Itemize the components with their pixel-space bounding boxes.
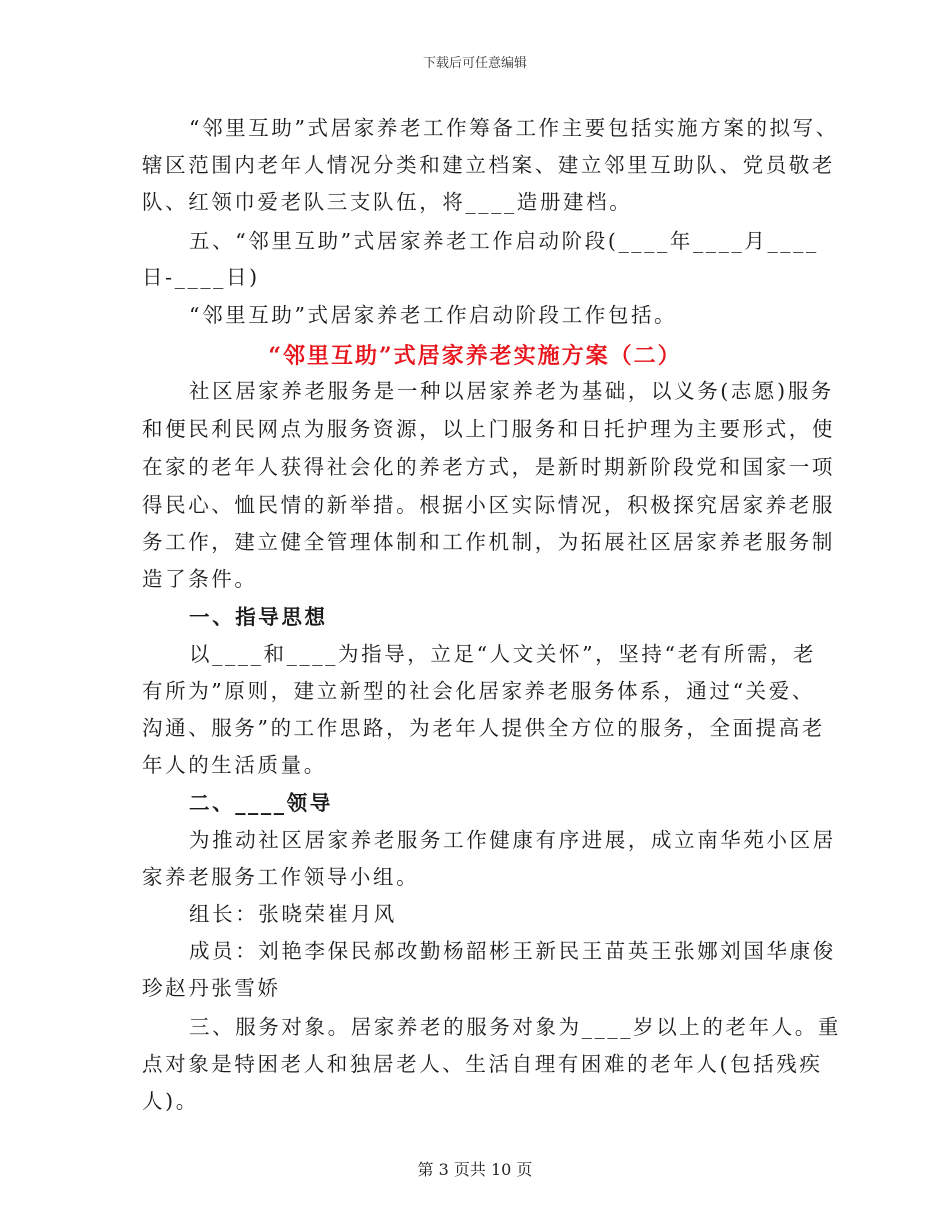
section-heading-three: 三、服务对象。居家养老的服务对象为____岁以上的老年人。重 <box>189 1015 841 1039</box>
paragraph-line: 辖区范围内老年人情况分类和建立档案、建立邻里互助队、党员敬老 <box>142 153 835 177</box>
paragraph-line: 有所为”原则，建立新型的社会化居家养老服务体系，通过“关爱、 <box>142 679 815 703</box>
paragraph-line: 家养老服务工作领导小组。 <box>142 865 420 889</box>
paragraph-line: 队、红领巾爱老队三支队伍，将____造册建档。 <box>142 190 633 214</box>
section-heading-five: 五、“邻里互助”式居家养老工作启动阶段(____年____月____ <box>189 229 819 253</box>
paragraph-line: 得民心、恤民情的新举措。根据小区实际情况，积极探究居家养老服 <box>142 493 835 517</box>
paragraph-line: 造了条件。 <box>142 567 258 591</box>
paragraph-line: 点对象是特困老人和独居老人、生活自理有困难的老年人(包括残疾 <box>142 1052 823 1076</box>
team-members-line: 珍赵丹张雪娇 <box>142 976 281 1000</box>
paragraph-line: 和便民利民网点为服务资源，以上门服务和日托护理为主要形式，使 <box>142 417 835 441</box>
paragraph-line: 人)。 <box>142 1089 199 1113</box>
paragraph-line: “邻里互助”式居家养老工作筹备工作主要包括实施方案的拟写、 <box>189 116 839 140</box>
paragraph-line: 以____和____为指导，立足“人文关怀”，坚持“老有所需，老 <box>189 642 817 666</box>
paragraph-line: 日-____日) <box>142 265 260 289</box>
team-leader-line: 组长：张晓荣崔月风 <box>189 902 397 926</box>
paragraph-line: 为推动社区居家养老服务工作健康有序进展，成立南华苑小区居 <box>189 828 836 852</box>
paragraph-line: 年人的生活质量。 <box>142 753 327 777</box>
paragraph-line: 在家的老年人获得社会化的养老方式，是新时期新阶段党和国家一项 <box>142 455 835 479</box>
paragraph-line: 社区居家养老服务是一种以居家养老为基础，以义务(志愿)服务 <box>189 379 834 403</box>
page-header: 下载后可任意编辑 <box>422 56 527 71</box>
paragraph-line: 沟通、服务”的工作思路，为老年人提供全方位的服务，全面提高老 <box>142 716 825 740</box>
section-heading-two: 二、____领导 <box>189 791 333 815</box>
document-title: “邻里互助”式居家养老实施方案（二） <box>268 343 682 369</box>
section-heading-one: 一、指导思想 <box>189 605 328 629</box>
team-members-line: 成员：刘艳李保民郝改勤杨韶彬王新民王苗英王张娜刘国华康俊 <box>189 939 836 963</box>
paragraph-line: “邻里互助”式居家养老工作启动阶段工作包括。 <box>189 303 678 327</box>
page-footer: 第 3 页共 10 页 <box>417 1160 533 1179</box>
paragraph-line: 务工作，建立健全管理体制和工作机制，为拓展社区居家养老服务制 <box>142 530 835 554</box>
